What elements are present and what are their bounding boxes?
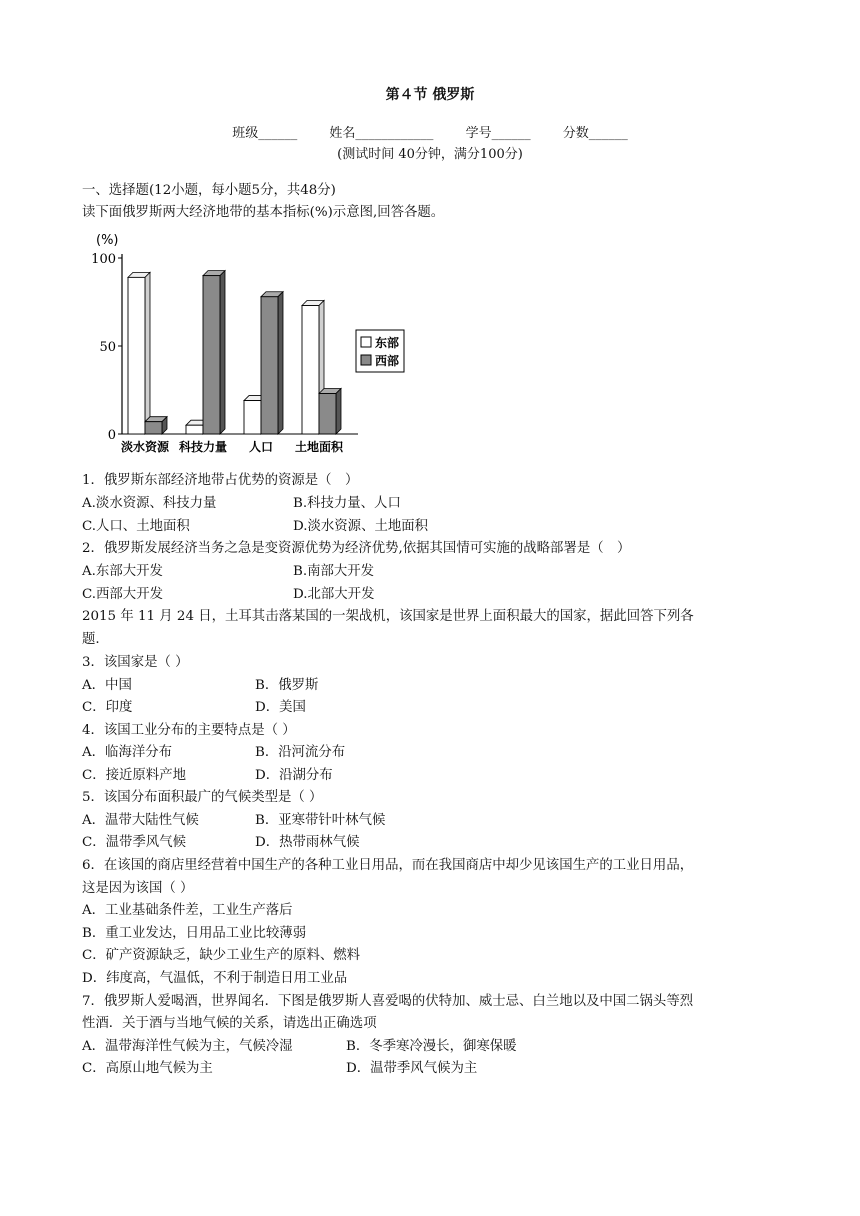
- bar-西部-科技力量: [203, 271, 225, 434]
- legend-swatch-东部: [361, 337, 371, 347]
- score-field: 分数______: [562, 126, 628, 141]
- question-5-stem: 5．该国分布面积最广的气候类型是（ ）: [82, 790, 323, 805]
- question-7-stem-line-1: 7．俄罗斯人爱喝酒，世界闻名．下图是俄罗斯人喜爱喝的伏特加、威士忌、白兰地以及中国二锅头等烈: [82, 994, 694, 1009]
- chart-intro: 读下面俄罗斯两大经济地带的基本指标(%)示意图,回答各题。: [82, 205, 445, 220]
- question-7-stem-line-2: 性酒．关于酒与当地气候的关系，请选出正确选项: [82, 1016, 377, 1031]
- question-3-option-c: C．印度: [82, 700, 133, 715]
- y-tick-label: 100: [91, 252, 116, 267]
- question-7-option-b: B．冬季寒冷漫长，御寒保暖: [346, 1039, 517, 1054]
- student-info-line: [0, 122, 860, 141]
- question-6-stem-line-1: 6．在该国的商店里经营着中国生产的各种工业日用品，而在我国商店中却少见该国生产的工业日用品，: [82, 858, 694, 873]
- x-tick-label: 人口: [248, 440, 274, 454]
- question-3-stem: 3．该国家是（ ）: [82, 655, 189, 670]
- question-1-option-d: D.淡水资源、土地面积: [293, 519, 429, 534]
- question-3-option-a: A．中国: [82, 678, 132, 693]
- test-meta: (测试时间 40分钟，满分100分): [337, 147, 523, 162]
- passage-line-1: 2015 年 11 月 24 日，土耳其击落某国的一架战机，该国家是世界上面积最大的国家，据此回答下列各: [82, 609, 694, 624]
- x-tick-label: 科技力量: [178, 440, 228, 454]
- question-4-option-d: D．沿湖分布: [255, 768, 333, 783]
- question-2-option-c: C.西部大开发: [82, 587, 163, 602]
- bar-西部-人口: [261, 292, 283, 434]
- student-id-field: 学号______: [465, 126, 531, 141]
- question-6-option-c: C．矿产资源缺乏，缺少工业生产的原料、燃料: [82, 948, 361, 963]
- x-tick-label: 土地面积: [294, 440, 344, 454]
- question-5-option-a: A．温带大陆性气候: [82, 813, 199, 828]
- class-field: 班级______: [232, 126, 298, 141]
- y-tick-label: 50: [99, 340, 116, 355]
- y-unit-label: (%): [96, 233, 119, 248]
- x-tick-labels: [121, 439, 344, 454]
- question-5-option-b: B．亚寒带针叶林气候: [255, 813, 386, 828]
- question-7-option-d: D．温带季风气候为主: [346, 1061, 478, 1076]
- question-4-stem: 4．该国工业分布的主要特点是（ ）: [82, 723, 296, 738]
- legend: [356, 330, 404, 372]
- question-2-option-b: B.南部大开发: [293, 564, 375, 579]
- question-6-option-d: D．纬度高，气温低，不利于制造日用工业品: [82, 971, 348, 986]
- question-1-option-b: B.科技力量、人口: [293, 496, 401, 511]
- page-title: 第４节 俄罗斯: [385, 87, 475, 103]
- question-4-option-c: C．接近原料产地: [82, 768, 186, 783]
- question-5-option-d: D．热带雨林气候: [255, 835, 360, 850]
- passage-line-2: 题.: [82, 632, 100, 647]
- y-tick-label: 0: [107, 428, 116, 443]
- question-6-stem-line-2: 这是因为该国（ ）: [82, 881, 194, 896]
- question-2-option-d: D.北部大开发: [293, 587, 375, 602]
- name-field: 姓名____________: [329, 126, 434, 141]
- x-tick-label: 淡水资源: [120, 440, 170, 454]
- bar-西部-土地面积: [319, 389, 341, 434]
- question-1-stem: 1．俄罗斯东部经济地带占优势的资源是（ ）: [82, 473, 359, 488]
- question-1-option-c: C.人口、土地面积: [82, 519, 190, 534]
- bar-东部-淡水资源: [128, 272, 150, 434]
- question-6-option-a: A．工业基础条件差，工业生产落后: [82, 903, 293, 918]
- section-heading: 一、选择题(12小题，每小题5分，共48分): [82, 183, 336, 198]
- question-1-option-a: A.淡水资源、科技力量: [82, 496, 217, 511]
- question-7-option-a: A．温带海洋性气候为主，气候冷湿: [82, 1039, 293, 1054]
- legend-label-西部: 西部: [375, 354, 400, 368]
- question-7-option-c: C．高原山地气候为主: [82, 1061, 213, 1076]
- legend-swatch-西部: [361, 355, 371, 365]
- question-2-option-a: A.东部大开发: [82, 564, 163, 579]
- bar-chart: [82, 228, 422, 458]
- question-2-stem: 2．俄罗斯发展经济当务之急是变资源优势为经济优势,依据其国情可实施的战略部署是（ ）: [82, 541, 631, 556]
- question-3-option-b: B．俄罗斯: [255, 678, 319, 693]
- legend-label-东部: 东部: [375, 336, 400, 350]
- bars: [128, 271, 341, 434]
- question-3-option-d: D．美国: [255, 700, 306, 715]
- question-6-option-b: B．重工业发达，日用品工业比较薄弱: [82, 926, 307, 941]
- bar-西部-淡水资源: [145, 417, 167, 434]
- question-4-option-b: B．沿河流分布: [255, 745, 346, 760]
- question-4-option-a: A．临海洋分布: [82, 745, 173, 760]
- question-5-option-c: C．温带季风气候: [82, 835, 186, 850]
